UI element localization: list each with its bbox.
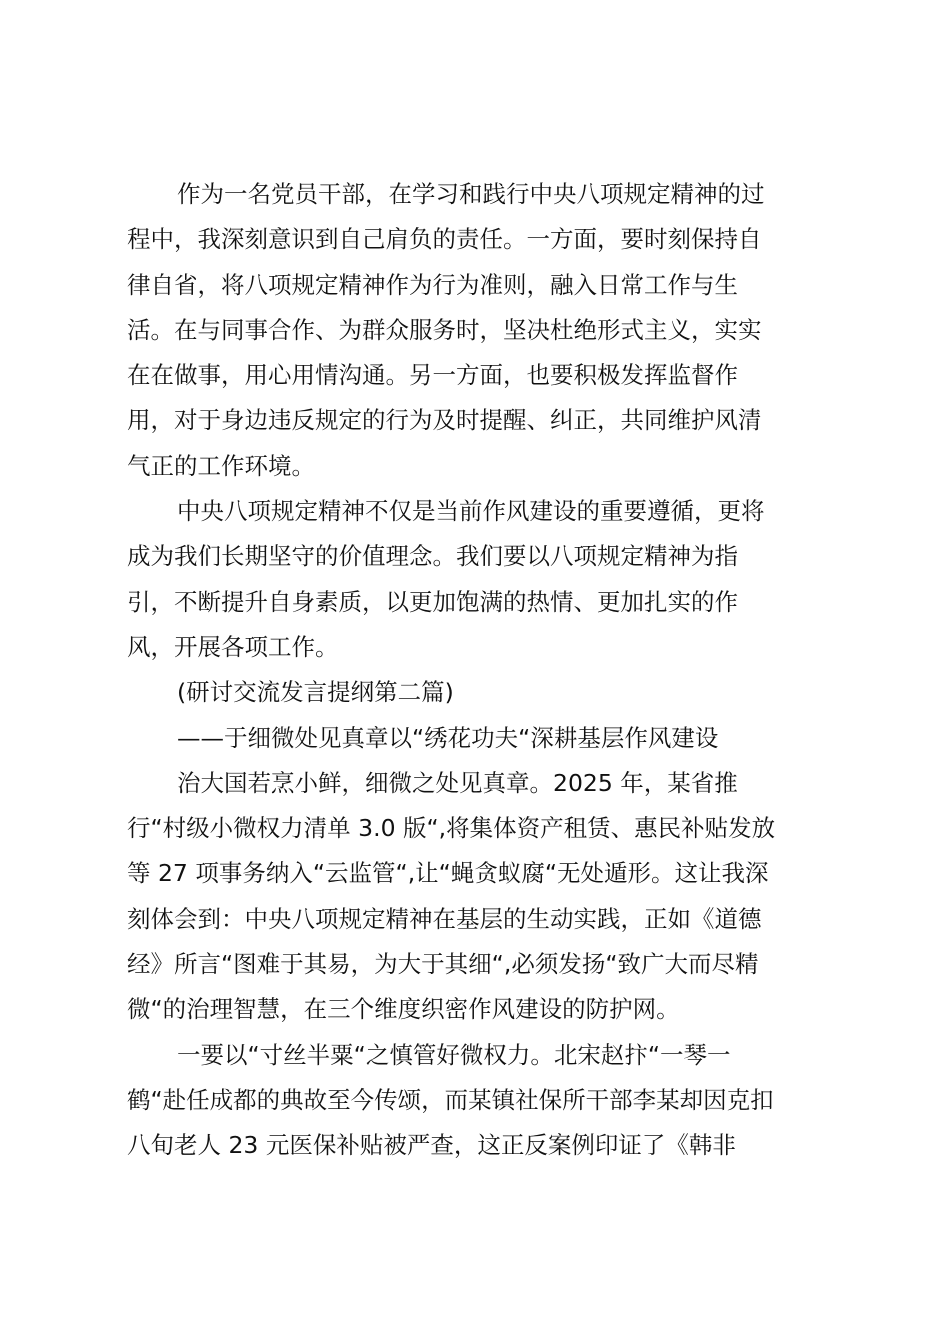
text-line: 律自省，将八项规定精神作为行为准则，融入日常工作与生 [127,270,738,299]
text-line: 用，对于身边违反规定的行为及时提醒、纠正，共同维护风清 [127,406,762,435]
text-line: 鹤“赴任成都的典故至今传颂，而某镇社保所干部李某却因克扣 [127,1085,774,1114]
text-line: 一要以“寸丝半粟“之慎管好微权力。北宋赵抃“一琴一 [177,1040,731,1069]
text-line: 活。在与同事合作、为群众服务时，坚决杜绝形式主义，实实 [127,315,762,344]
text-line: 经》所言“图难于其易，为大于其细“,必须发扬“致广大而尽精 [127,950,759,979]
section-heading: (研讨交流发言提纲第二篇) [177,678,454,707]
text-line: 在在做事，用心用情沟通。另一方面，也要积极发挥监督作 [127,361,738,390]
text-line: 成为我们长期坚守的价值理念。我们要以八项规定精神为指 [127,542,738,571]
text-line: 引，不断提升自身素质，以更加饱满的热情、更加扎实的作 [127,587,738,616]
text-line: 行“村级小微权力清单 3.0 版“,将集体资产租赁、惠民补贴发放 [127,814,776,843]
text-line: 刻体会到：中央八项规定精神在基层的生动实践，正如《道德 [127,904,762,933]
text-line: 治大国若烹小鲜，细微之处见真章。2025 年，某省推 [177,768,738,797]
text-line: 等 27 项事务纳入“云监管“,让“蝇贪蚁腐“无处遁形。这让我深 [127,859,769,888]
text-line: 八旬老人 23 元医保补贴被严查，这正反案例印证了《韩非 [127,1131,736,1160]
text-line: 作为一名党员干部，在学习和践行中央八项规定精神的过 [177,180,765,208]
text-line: 中央八项规定精神不仅是当前作风建设的重要遵循，更将 [177,497,765,526]
section-subtitle: ——于细微处见真章以“绣花功夫“深耕基层作风建设 [177,723,719,752]
text-line: 微“的治理智慧，在三个维度织密作风建设的防护网。 [127,995,680,1024]
text-line: 气正的工作环境。 [127,451,315,480]
document-body [127,172,827,1169]
text-line: 程中，我深刻意识到自己肩负的责任。一方面，要时刻保持自 [127,225,762,254]
text-line: 风，开展各项工作。 [127,632,339,661]
